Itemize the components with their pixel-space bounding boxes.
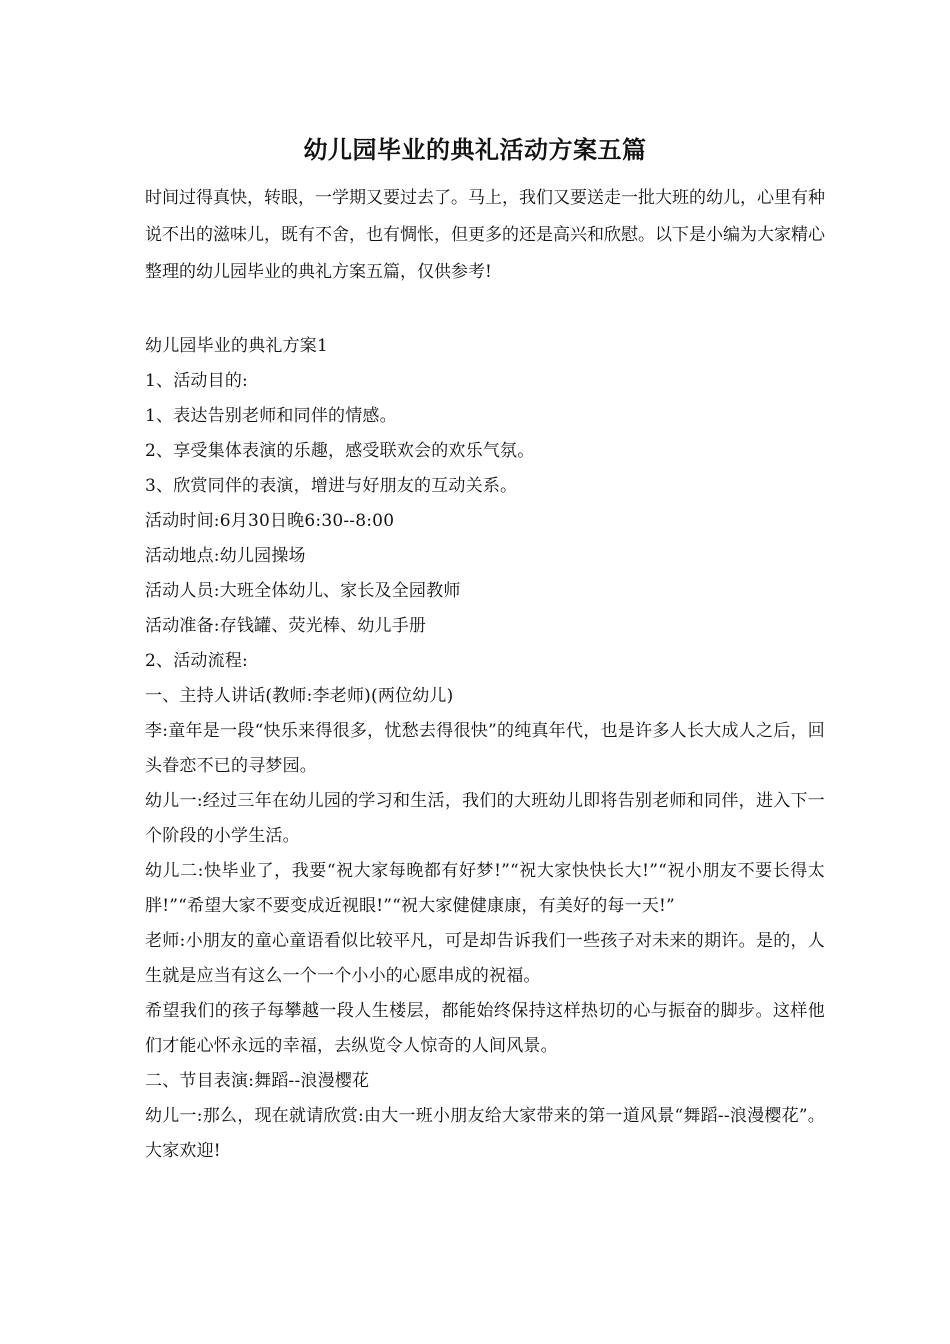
activity-preparation: 活动准备:存钱罐、荧光棒、幼儿手册: [145, 616, 427, 636]
activity-time: 活动时间:6月30日晚6:30--8:00: [145, 511, 395, 531]
sub-heading: 一、主持人讲话(教师:李老师)(两位幼儿): [145, 686, 454, 706]
sub-heading: 二、节目表演:舞蹈--浪漫樱花: [145, 1071, 370, 1091]
paragraph-gap: [145, 291, 825, 329]
activity-location: 活动地点:幼儿园操场: [145, 546, 306, 566]
document-body: [145, 180, 825, 1169]
speech-paragraph: 希望我们的孩子每攀越一段人生楼层，都能始终保持这样热切的心与振奋的脚步。这样他们才能心怀永远的幸福，去纵览令人惊奇的人间风景。: [145, 1001, 825, 1056]
speech-paragraph: 幼儿一:经过三年在幼儿园的学习和生活，我们的大班幼儿即将告别老师和同伴，进入下一个阶段的小学生活。: [145, 791, 825, 846]
activity-participants: 活动人员:大班全体幼儿、家长及全园教师: [145, 581, 461, 601]
speech-paragraph: 幼儿一:那么，现在就请欣赏:由大一班小朋友给大家带来的第一道风景“舞蹈--浪漫樱花”。大家欢迎!: [145, 1106, 825, 1161]
speech-paragraph: 李:童年是一段“快乐来得很多，忧愁去得很快”的纯真年代，也是许多人长大成人之后，回头眷恋不已的寻梦园。: [145, 721, 825, 776]
intro-paragraph: 时间过得真快，转眼，一学期又要过去了。马上，我们又要送走一批大班的幼儿，心里有种说不出的滋味儿，既有不舍，也有惆怅，但更多的还是高兴和欣慰。以下是小编为大家精心整理的幼儿园毕业的典礼方案五篇，仅供参考!: [145, 188, 825, 282]
section-heading: 幼儿园毕业的典礼方案1: [145, 336, 329, 356]
speech-paragraph: 幼儿二:快毕业了，我要“祝大家每晚都有好梦!”“祝大家快快长大!”“祝小朋友不要长得太胖!”“希望大家不要变成近视眼!”“祝大家健健康康，有美好的每一天!”: [145, 861, 825, 916]
list-item: 3、欣赏同伴的表演，增进与好朋友的互动关系。: [145, 476, 518, 496]
list-heading: 2、活动流程:: [145, 651, 248, 671]
document-title: 幼儿园毕业的典礼活动方案五篇: [303, 135, 647, 164]
speech-paragraph: 老师:小朋友的童心童语看似比较平凡，可是却告诉我们一些孩子对未来的期许。是的，人生就是应当有这么一个一个小小的心愿串成的祝福。: [145, 931, 825, 986]
list-item: 2、享受集体表演的乐趣，感受联欢会的欢乐气氛。: [145, 441, 535, 461]
list-item: 1、表达告别老师和同伴的情感。: [145, 406, 397, 426]
list-heading: 1、活动目的:: [145, 371, 248, 391]
